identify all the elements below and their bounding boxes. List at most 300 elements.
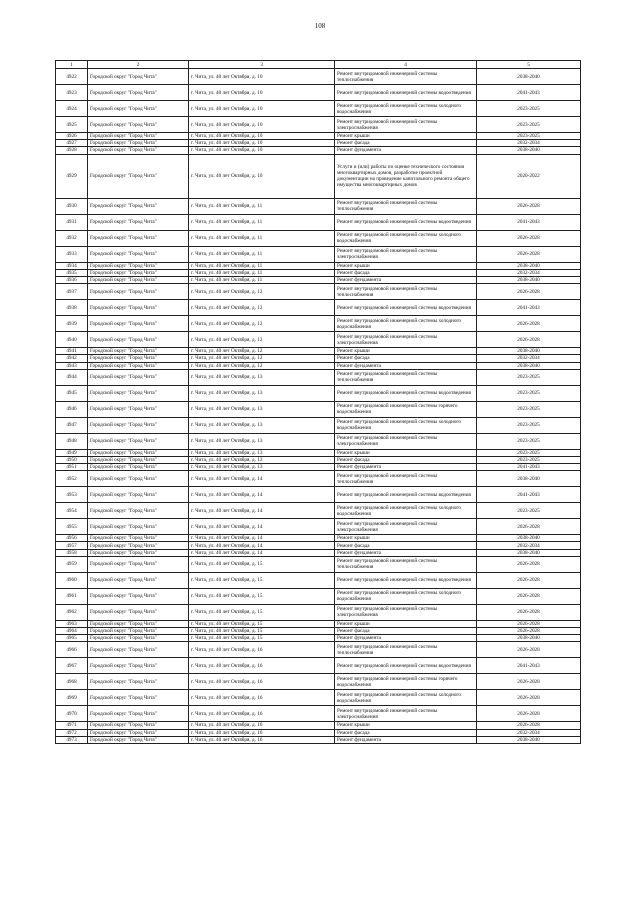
table-row — [56, 300, 581, 316]
address-cell: г. Чита, ул. 40 лет Октября, д. 12 — [189, 284, 335, 300]
table-row — [56, 133, 581, 140]
row-number-cell: 4926 — [56, 133, 88, 140]
period-cell: 2038-2040 — [477, 471, 581, 487]
address-cell: г. Чита, ул. 40 лет Октября, д. 15 — [189, 620, 335, 627]
municipality-cell: Городской округ "Город Чита" — [88, 300, 189, 316]
period-cell: 2038-2040 — [477, 736, 581, 743]
row-number-cell: 4968 — [56, 674, 88, 690]
table-row — [56, 147, 581, 154]
row-number-cell: 4928 — [56, 147, 88, 154]
address-cell: г. Чита, ул. 40 лет Октября, д. 11 — [189, 262, 335, 269]
address-cell: г. Чита, ул. 40 лет Октября, д. 10 — [189, 133, 335, 140]
row-number-cell: 4960 — [56, 572, 88, 588]
period-cell: 2023-2025 — [477, 449, 581, 456]
municipality-cell: Городской округ "Город Чита" — [88, 519, 189, 535]
municipality-cell: Городской округ "Город Чита" — [88, 348, 189, 355]
municipality-cell: Городской округ "Город Чита" — [88, 588, 189, 604]
work-type-cell: Ремонт внутридомовой инженерной системы горячего водоснабжения — [335, 674, 477, 690]
table-row — [56, 642, 581, 658]
work-type-cell: Ремонт внутридомовой инженерной системы теплоснабжения — [335, 69, 477, 85]
row-number-cell: 4957 — [56, 542, 88, 549]
work-type-cell: Ремонт крыши — [335, 348, 477, 355]
row-number-cell: 4930 — [56, 198, 88, 214]
period-cell: 2026-2028 — [477, 332, 581, 348]
municipality-cell: Городской округ "Город Чита" — [88, 620, 189, 627]
address-cell: г. Чита, ул. 40 лет Октября, д. 10 — [189, 85, 335, 101]
work-type-cell: Ремонт внутридомовой инженерной системы водоотведения — [335, 214, 477, 230]
period-cell: 2020-2022 — [477, 154, 581, 198]
work-type-cell: Ремонт крыши — [335, 449, 477, 456]
address-cell: г. Чита, ул. 40 лет Октября, д. 13 — [189, 456, 335, 463]
row-number-cell: 4936 — [56, 276, 88, 283]
municipality-cell: Городской округ "Город Чита" — [88, 276, 189, 283]
municipality-cell: Городской округ "Город Чита" — [88, 262, 189, 269]
table-row — [56, 362, 581, 369]
row-number-cell: 4954 — [56, 503, 88, 519]
table-row — [56, 658, 581, 674]
period-cell: 2032-2034 — [477, 355, 581, 362]
municipality-cell: Городской округ "Город Чита" — [88, 556, 189, 572]
work-type-cell: Услуги и (или) работы по оценке технического состояния многоквартирных домов, разработке проектной документации на проведение капитального ремонта общего имущества многоквартирных домов — [335, 154, 477, 198]
row-number-cell: 4927 — [56, 140, 88, 147]
table-row — [56, 230, 581, 246]
address-cell: г. Чита, ул. 40 лет Октября, д. 10 — [189, 69, 335, 85]
address-cell: г. Чита, ул. 40 лет Октября, д. 16 — [189, 642, 335, 658]
table-row — [56, 276, 581, 283]
address-cell: г. Чита, ул. 40 лет Октября, д. 16 — [189, 674, 335, 690]
period-cell: 2041-2043 — [477, 487, 581, 503]
row-number-cell: 4944 — [56, 369, 88, 385]
period-cell: 2026-2028 — [477, 198, 581, 214]
table-row — [56, 464, 581, 471]
row-number-cell: 4967 — [56, 658, 88, 674]
address-cell: г. Чита, ул. 40 лет Октября, д. 11 — [189, 246, 335, 262]
table-row — [56, 572, 581, 588]
address-cell: г. Чита, ул. 40 лет Октября, д. 16 — [189, 722, 335, 729]
table-row — [56, 620, 581, 627]
row-number-cell: 4950 — [56, 456, 88, 463]
period-cell: 2026-2028 — [477, 316, 581, 332]
work-type-cell: Ремонт внутридомовой инженерной системы водоотведения — [335, 300, 477, 316]
row-number-cell: 4922 — [56, 69, 88, 85]
row-number-cell: 4959 — [56, 556, 88, 572]
table-row — [56, 519, 581, 535]
work-type-cell: Ремонт фасада — [335, 628, 477, 635]
row-number-cell: 4952 — [56, 471, 88, 487]
municipality-cell: Городской округ "Город Чита" — [88, 246, 189, 262]
work-type-cell: Ремонт фундамента — [335, 276, 477, 283]
period-cell: 2026-2028 — [477, 642, 581, 658]
municipality-cell: Городской округ "Город Чита" — [88, 284, 189, 300]
work-type-cell: Ремонт фасада — [335, 542, 477, 549]
table-row — [56, 269, 581, 276]
work-type-cell: Ремонт внутридомовой инженерной системы электроснабжения — [335, 332, 477, 348]
municipality-cell: Городской округ "Город Чита" — [88, 542, 189, 549]
period-cell: 2041-2043 — [477, 300, 581, 316]
header-cell-work: 4 — [335, 61, 477, 69]
period-cell: 2038-2040 — [477, 362, 581, 369]
municipality-cell: Городской округ "Город Чита" — [88, 674, 189, 690]
address-cell: г. Чита, ул. 40 лет Октября, д. 15 — [189, 556, 335, 572]
work-type-cell: Ремонт фасада — [335, 269, 477, 276]
row-number-cell: 4938 — [56, 300, 88, 316]
period-cell: 2032-2034 — [477, 140, 581, 147]
table-row — [56, 401, 581, 417]
address-cell: г. Чита, ул. 40 лет Октября, д. 13 — [189, 433, 335, 449]
row-number-cell: 4961 — [56, 588, 88, 604]
municipality-cell: Городской округ "Город Чита" — [88, 355, 189, 362]
row-number-cell: 4953 — [56, 487, 88, 503]
row-number-cell: 4958 — [56, 549, 88, 556]
work-type-cell: Ремонт внутридомовой инженерной системы холодного водоснабжения — [335, 230, 477, 246]
work-type-cell: Ремонт внутридомовой инженерной системы электроснабжения — [335, 706, 477, 722]
municipality-cell: Городской округ "Город Чита" — [88, 572, 189, 588]
row-number-cell: 4970 — [56, 706, 88, 722]
header-cell-address: 3 — [189, 61, 335, 69]
work-type-cell: Ремонт внутридомовой инженерной системы водоотведения — [335, 572, 477, 588]
row-number-cell: 4963 — [56, 620, 88, 627]
work-type-cell: Ремонт внутридомовой инженерной системы электроснабжения — [335, 246, 477, 262]
row-number-cell: 4925 — [56, 117, 88, 133]
period-cell: 2038-2040 — [477, 276, 581, 283]
period-cell: 2032-2034 — [477, 269, 581, 276]
period-cell: 2023-2025 — [477, 101, 581, 117]
period-cell: 2026-2028 — [477, 706, 581, 722]
work-type-cell: Ремонт фундамента — [335, 736, 477, 743]
address-cell: г. Чита, ул. 40 лет Октября, д. 16 — [189, 658, 335, 674]
period-cell: 2041-2043 — [477, 85, 581, 101]
period-cell: 2026-2028 — [477, 604, 581, 620]
period-cell: 2038-2040 — [477, 635, 581, 642]
municipality-cell: Городской округ "Город Чита" — [88, 471, 189, 487]
municipality-cell: Городской округ "Город Чита" — [88, 503, 189, 519]
municipality-cell: Городской округ "Город Чита" — [88, 85, 189, 101]
work-type-cell: Ремонт фасада — [335, 140, 477, 147]
table-row — [56, 101, 581, 117]
row-number-cell: 4949 — [56, 449, 88, 456]
header-row — [56, 61, 581, 69]
municipality-cell: Городской округ "Город Чита" — [88, 456, 189, 463]
municipality-cell: Городской округ "Город Чита" — [88, 604, 189, 620]
address-cell: г. Чита, ул. 40 лет Октября, д. 13 — [189, 385, 335, 401]
work-type-cell: Ремонт крыши — [335, 133, 477, 140]
period-cell: 2023-2025 — [477, 401, 581, 417]
row-number-cell: 4942 — [56, 355, 88, 362]
period-cell: 2026-2028 — [477, 246, 581, 262]
table-row — [56, 214, 581, 230]
address-cell: г. Чита, ул. 40 лет Октября, д. 10 — [189, 140, 335, 147]
table-row — [56, 316, 581, 332]
page-number: 108 — [314, 22, 326, 30]
period-cell: 2041-2043 — [477, 214, 581, 230]
address-cell: г. Чита, ул. 40 лет Октября, д. 13 — [189, 401, 335, 417]
municipality-cell: Городской округ "Город Чита" — [88, 417, 189, 433]
period-cell: 2038-2040 — [477, 535, 581, 542]
work-type-cell: Ремонт крыши — [335, 722, 477, 729]
table-row — [56, 706, 581, 722]
address-cell: г. Чита, ул. 40 лет Октября, д. 10 — [189, 117, 335, 133]
address-cell: г. Чита, ул. 40 лет Октября, д. 10 — [189, 147, 335, 154]
row-number-cell: 4966 — [56, 642, 88, 658]
address-cell: г. Чита, ул. 40 лет Октября, д. 11 — [189, 214, 335, 230]
address-cell: г. Чита, ул. 40 лет Октября, д. 16 — [189, 736, 335, 743]
address-cell: г. Чита, ул. 40 лет Октября, д. 12 — [189, 355, 335, 362]
address-cell: г. Чита, ул. 40 лет Октября, д. 15 — [189, 588, 335, 604]
address-cell: г. Чита, ул. 40 лет Октября, д. 13 — [189, 449, 335, 456]
period-cell: 2023-2025 — [477, 369, 581, 385]
period-cell: 2041-2043 — [477, 658, 581, 674]
row-number-cell: 4924 — [56, 101, 88, 117]
table-body — [56, 69, 581, 744]
municipality-cell: Городской округ "Город Чита" — [88, 133, 189, 140]
table-row — [56, 348, 581, 355]
address-cell: г. Чита, ул. 40 лет Октября, д. 14 — [189, 471, 335, 487]
row-number-cell: 4929 — [56, 154, 88, 198]
table-row — [56, 154, 581, 198]
row-number-cell: 4940 — [56, 332, 88, 348]
municipality-cell: Городской округ "Город Чита" — [88, 69, 189, 85]
repair-schedule-table — [55, 60, 581, 744]
row-number-cell: 4943 — [56, 362, 88, 369]
table-row — [56, 355, 581, 362]
address-cell: г. Чита, ул. 40 лет Октября, д. 16 — [189, 690, 335, 706]
period-cell: 2032-2034 — [477, 729, 581, 736]
table-row — [56, 635, 581, 642]
municipality-cell: Городской округ "Город Чита" — [88, 117, 189, 133]
address-cell: г. Чита, ул. 40 лет Октября, д. 12 — [189, 300, 335, 316]
row-number-cell: 4956 — [56, 535, 88, 542]
municipality-cell: Городской округ "Город Чита" — [88, 269, 189, 276]
period-cell: 2026-2028 — [477, 722, 581, 729]
table-row — [56, 503, 581, 519]
address-cell: г. Чита, ул. 40 лет Октября, д. 16 — [189, 729, 335, 736]
period-cell: 2038-2040 — [477, 262, 581, 269]
address-cell: г. Чита, ул. 40 лет Октября, д. 10 — [189, 101, 335, 117]
work-type-cell: Ремонт внутридомовой инженерной системы холодного водоснабжения — [335, 316, 477, 332]
table-row — [56, 449, 581, 456]
period-cell: 2023-2025 — [477, 117, 581, 133]
municipality-cell: Городской округ "Город Чита" — [88, 332, 189, 348]
municipality-cell: Городской округ "Город Чита" — [88, 362, 189, 369]
table-row — [56, 588, 581, 604]
work-type-cell: Ремонт внутридомовой инженерной системы холодного водоснабжения — [335, 503, 477, 519]
work-type-cell: Ремонт фундамента — [335, 147, 477, 154]
address-cell: г. Чита, ул. 40 лет Октября, д. 14 — [189, 519, 335, 535]
work-type-cell: Ремонт внутридомовой инженерной системы холодного водоснабжения — [335, 101, 477, 117]
address-cell: г. Чита, ул. 40 лет Октября, д. 11 — [189, 276, 335, 283]
address-cell: г. Чита, ул. 40 лет Октября, д. 13 — [189, 464, 335, 471]
table-row — [56, 385, 581, 401]
address-cell: г. Чита, ул. 40 лет Октября, д. 12 — [189, 362, 335, 369]
table-row — [56, 85, 581, 101]
work-type-cell: Ремонт фасада — [335, 456, 477, 463]
period-cell: 2023-2025 — [477, 385, 581, 401]
period-cell: 2038-2040 — [477, 549, 581, 556]
period-cell: 2023-2025 — [477, 417, 581, 433]
header-cell-num: 1 — [56, 61, 88, 69]
address-cell: г. Чита, ул. 40 лет Октября, д. 14 — [189, 535, 335, 542]
row-number-cell: 4948 — [56, 433, 88, 449]
municipality-cell: Городской округ "Город Чита" — [88, 198, 189, 214]
row-number-cell: 4965 — [56, 635, 88, 642]
row-number-cell: 4939 — [56, 316, 88, 332]
address-cell: г. Чита, ул. 40 лет Октября, д. 15 — [189, 635, 335, 642]
work-type-cell: Ремонт внутридомовой инженерной системы теплоснабжения — [335, 471, 477, 487]
municipality-cell: Городской округ "Город Чита" — [88, 101, 189, 117]
row-number-cell: 4955 — [56, 519, 88, 535]
municipality-cell: Городской округ "Город Чита" — [88, 706, 189, 722]
municipality-cell: Городской округ "Город Чита" — [88, 549, 189, 556]
table-row — [56, 262, 581, 269]
table-row — [56, 284, 581, 300]
municipality-cell: Городской округ "Город Чита" — [88, 535, 189, 542]
municipality-cell: Городской округ "Город Чита" — [88, 140, 189, 147]
work-type-cell: Ремонт внутридомовой инженерной системы холодного водоснабжения — [335, 690, 477, 706]
address-cell: г. Чита, ул. 40 лет Октября, д. 14 — [189, 542, 335, 549]
period-cell: 2026-2028 — [477, 690, 581, 706]
work-type-cell: Ремонт внутридомовой инженерной системы теплоснабжения — [335, 284, 477, 300]
row-number-cell: 4964 — [56, 628, 88, 635]
header-cell-okrug: 2 — [88, 61, 189, 69]
row-number-cell: 4941 — [56, 348, 88, 355]
work-type-cell: Ремонт внутридомовой инженерной системы холодного водоснабжения — [335, 417, 477, 433]
period-cell: 2026-2028 — [477, 620, 581, 627]
address-cell: г. Чита, ул. 40 лет Октября, д. 13 — [189, 417, 335, 433]
municipality-cell: Городской округ "Город Чита" — [88, 369, 189, 385]
row-number-cell: 4934 — [56, 262, 88, 269]
row-number-cell: 4946 — [56, 401, 88, 417]
work-type-cell: Ремонт внутридомовой инженерной системы водоотведения — [335, 487, 477, 503]
address-cell: г. Чита, ул. 40 лет Октября, д. 12 — [189, 332, 335, 348]
municipality-cell: Городской округ "Город Чита" — [88, 658, 189, 674]
address-cell: г. Чита, ул. 40 лет Октября, д. 11 — [189, 269, 335, 276]
work-type-cell: Ремонт фасада — [335, 355, 477, 362]
municipality-cell: Городской округ "Город Чита" — [88, 464, 189, 471]
period-cell: 2026-2028 — [477, 674, 581, 690]
municipality-cell: Городской округ "Город Чита" — [88, 316, 189, 332]
address-cell: г. Чита, ул. 40 лет Октября, д. 15 — [189, 572, 335, 588]
period-cell: 2023-2025 — [477, 133, 581, 140]
work-type-cell: Ремонт внутридомовой инженерной системы горячего водоснабжения — [335, 401, 477, 417]
table-row — [56, 556, 581, 572]
period-cell: 2023-2025 — [477, 503, 581, 519]
municipality-cell: Городской округ "Город Чита" — [88, 433, 189, 449]
municipality-cell: Городской округ "Город Чита" — [88, 729, 189, 736]
work-type-cell: Ремонт фундамента — [335, 362, 477, 369]
work-type-cell: Ремонт фасада — [335, 729, 477, 736]
address-cell: г. Чита, ул. 40 лет Октября, д. 15 — [189, 628, 335, 635]
table-row — [56, 456, 581, 463]
address-cell: г. Чита, ул. 40 лет Октября, д. 15 — [189, 604, 335, 620]
row-number-cell: 4935 — [56, 269, 88, 276]
row-number-cell: 4931 — [56, 214, 88, 230]
address-cell: г. Чита, ул. 40 лет Октября, д. 11 — [189, 230, 335, 246]
table-row — [56, 246, 581, 262]
row-number-cell: 4971 — [56, 722, 88, 729]
work-type-cell: Ремонт крыши — [335, 262, 477, 269]
work-type-cell: Ремонт фундамента — [335, 549, 477, 556]
table-row — [56, 140, 581, 147]
row-number-cell: 4973 — [56, 736, 88, 743]
work-type-cell: Ремонт внутридомовой инженерной системы теплоснабжения — [335, 369, 477, 385]
municipality-cell: Городской округ "Город Чита" — [88, 147, 189, 154]
municipality-cell: Городской округ "Город Чита" — [88, 230, 189, 246]
table-row — [56, 198, 581, 214]
table-row — [56, 433, 581, 449]
period-cell: 2038-2040 — [477, 147, 581, 154]
municipality-cell: Городской округ "Город Чита" — [88, 154, 189, 198]
period-cell: 2026-2028 — [477, 572, 581, 588]
work-type-cell: Ремонт внутридомовой инженерной системы электроснабжения — [335, 604, 477, 620]
period-cell: 2026-2028 — [477, 628, 581, 635]
work-type-cell: Ремонт внутридомовой инженерной системы электроснабжения — [335, 117, 477, 133]
period-cell: 2026-2028 — [477, 284, 581, 300]
work-type-cell: Ремонт внутридомовой инженерной системы водоотведения — [335, 658, 477, 674]
municipality-cell: Городской округ "Город Чита" — [88, 722, 189, 729]
work-type-cell: Ремонт крыши — [335, 535, 477, 542]
address-cell: г. Чита, ул. 40 лет Октября, д. 16 — [189, 706, 335, 722]
municipality-cell: Городской округ "Город Чита" — [88, 736, 189, 743]
period-cell: 2032-2034 — [477, 542, 581, 549]
table-row — [56, 549, 581, 556]
table-row — [56, 542, 581, 549]
period-cell: 2026-2028 — [477, 556, 581, 572]
work-type-cell: Ремонт внутридомовой инженерной системы теплоснабжения — [335, 642, 477, 658]
period-cell: 2038-2040 — [477, 69, 581, 85]
address-cell: г. Чита, ул. 40 лет Октября, д. 10 — [189, 154, 335, 198]
period-cell: 2041-2043 — [477, 464, 581, 471]
table-row — [56, 604, 581, 620]
table-row — [56, 729, 581, 736]
work-type-cell: Ремонт внутридомовой инженерной системы холодного водоснабжения — [335, 588, 477, 604]
work-type-cell: Ремонт внутридомовой инженерной системы водоотведения — [335, 385, 477, 401]
row-number-cell: 4932 — [56, 230, 88, 246]
table-row — [56, 417, 581, 433]
address-cell: г. Чита, ул. 40 лет Октября, д. 13 — [189, 369, 335, 385]
table-row — [56, 628, 581, 635]
period-cell: 2023-2025 — [477, 456, 581, 463]
table-row — [56, 471, 581, 487]
municipality-cell: Городской округ "Город Чита" — [88, 635, 189, 642]
row-number-cell: 4933 — [56, 246, 88, 262]
work-type-cell: Ремонт внутридомовой инженерной системы теплоснабжения — [335, 556, 477, 572]
table-row — [56, 690, 581, 706]
address-cell: г. Чита, ул. 40 лет Октября, д. 14 — [189, 503, 335, 519]
municipality-cell: Городской округ "Город Чита" — [88, 487, 189, 503]
table-row — [56, 535, 581, 542]
work-type-cell: Ремонт внутридомовой инженерной системы водоотведения — [335, 85, 477, 101]
address-cell: г. Чита, ул. 40 лет Октября, д. 11 — [189, 198, 335, 214]
municipality-cell: Городской округ "Город Чита" — [88, 385, 189, 401]
table-row — [56, 722, 581, 729]
work-type-cell: Ремонт крыши — [335, 620, 477, 627]
table-row — [56, 332, 581, 348]
municipality-cell: Городской округ "Город Чита" — [88, 690, 189, 706]
row-number-cell: 4969 — [56, 690, 88, 706]
row-number-cell: 4947 — [56, 417, 88, 433]
row-number-cell: 4962 — [56, 604, 88, 620]
header-cell-period: 5 — [477, 61, 581, 69]
row-number-cell: 4923 — [56, 85, 88, 101]
work-type-cell: Ремонт внутридомовой инженерной системы электроснабжения — [335, 519, 477, 535]
table-row — [56, 674, 581, 690]
period-cell: 2026-2028 — [477, 588, 581, 604]
work-type-cell: Ремонт фундамента — [335, 635, 477, 642]
row-number-cell: 4972 — [56, 729, 88, 736]
period-cell: 2026-2028 — [477, 230, 581, 246]
row-number-cell: 4945 — [56, 385, 88, 401]
table-row — [56, 369, 581, 385]
